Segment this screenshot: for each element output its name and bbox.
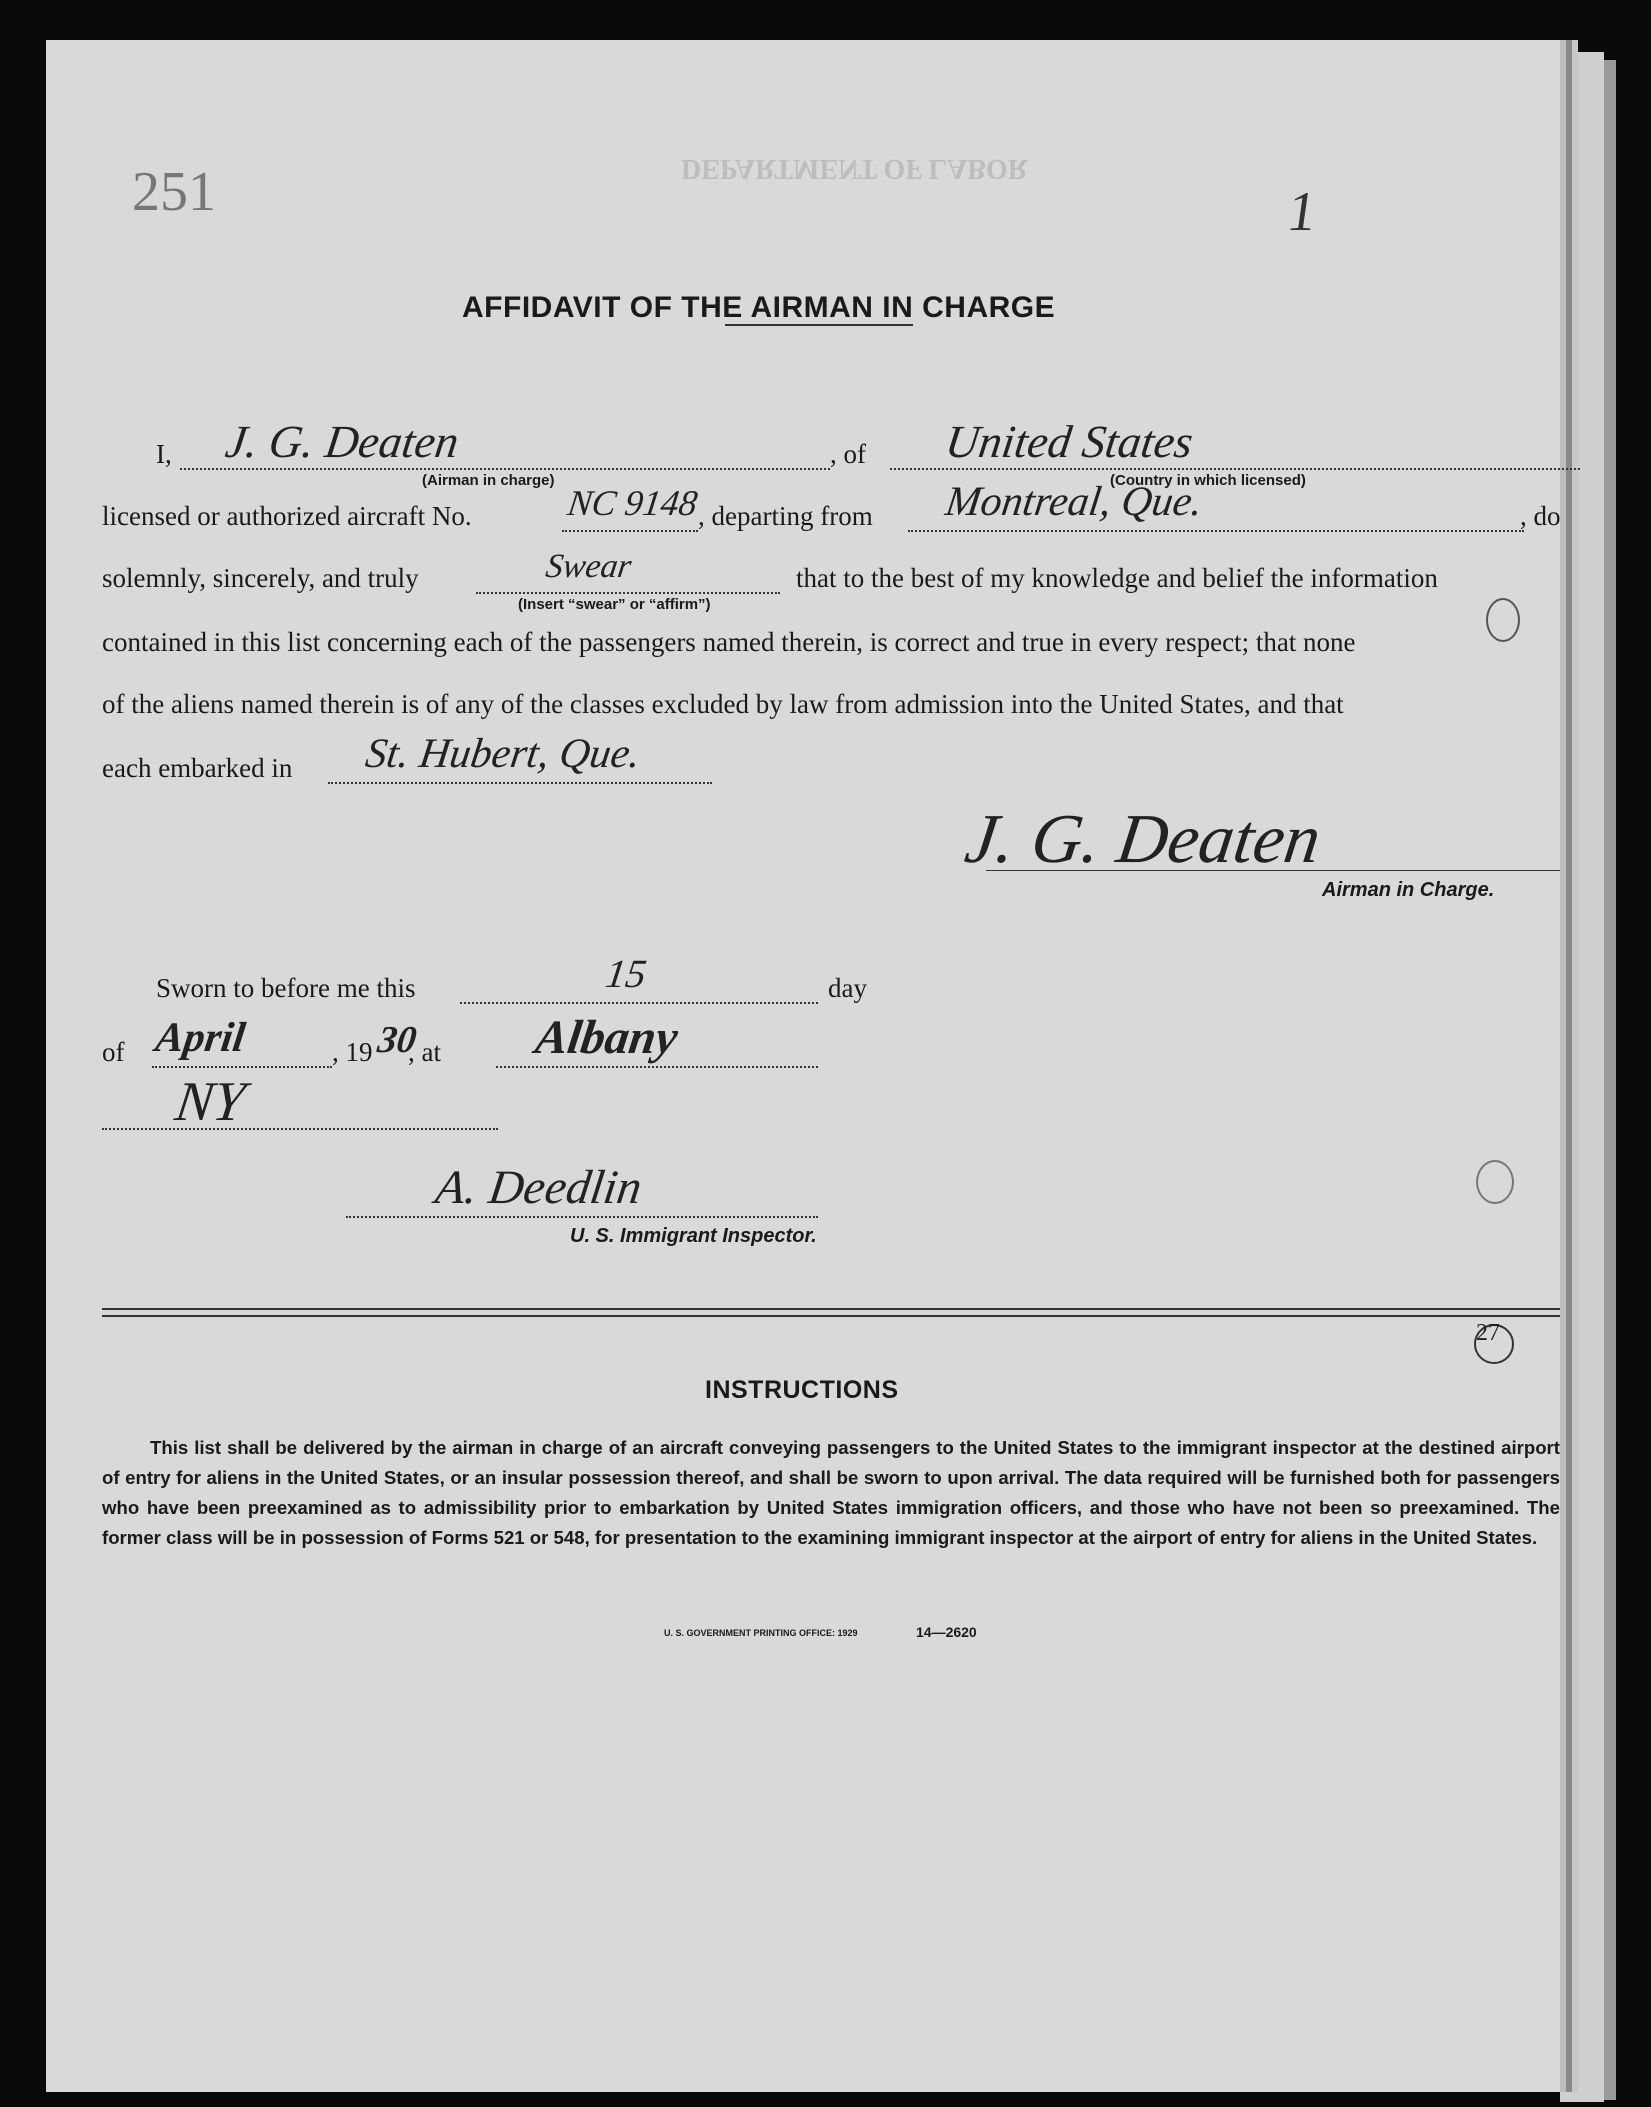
- sworn-prefix: Sworn to before me this: [156, 973, 416, 1003]
- sworn-day-field: [460, 1002, 818, 1004]
- airman-signature-line: [986, 870, 1560, 871]
- airman-name-handwriting: J. G. Deaten: [222, 416, 463, 467]
- corner-mark: 1: [1283, 181, 1321, 243]
- printer-line: U. S. GOVERNMENT PRINTING OFFICE: 1929: [664, 1628, 858, 1638]
- departing-field: [908, 530, 1524, 532]
- year-prefix: , 19: [332, 1037, 373, 1067]
- sworn-day-word: day: [828, 973, 867, 1003]
- airman-signature: J. G. Deaten: [960, 801, 1326, 878]
- airman-signature-caption: Airman in Charge.: [1322, 879, 1495, 901]
- sworn-of: of: [102, 1037, 125, 1067]
- airman-caption: (Airman in charge): [422, 472, 555, 489]
- aircraft-no-handwriting: NC 9148: [565, 483, 700, 523]
- line2-departing: , departing from: [698, 501, 873, 531]
- month-field: [152, 1066, 332, 1068]
- instructions-title: INSTRUCTIONS: [705, 1376, 899, 1404]
- stacked-pages-edge: [1560, 52, 1604, 2102]
- country-handwriting: United States: [942, 416, 1197, 467]
- bleed-through-text: DEPARTMENT OF LABOR: [681, 153, 1028, 184]
- place-second-line: [102, 1128, 498, 1130]
- separator-rule: [102, 1308, 1560, 1310]
- place-field: [496, 1066, 818, 1068]
- inspector-caption: U. S. Immigrant Inspector.: [570, 1225, 817, 1247]
- margin-circle-mark: [1476, 1160, 1514, 1204]
- place2-handwriting: NY: [171, 1071, 249, 1133]
- line2-prefix: licensed or authorized aircraft No.: [102, 501, 472, 531]
- title-underline: [725, 324, 913, 326]
- line5-text: of the aliens named therein is of any of the classes excluded by law from admission into the United States, and that: [102, 689, 1344, 719]
- document-title: AFFIDAVIT OF THE AIRMAN IN CHARGE: [462, 291, 1056, 324]
- line3-prefix: solemnly, sincerely, and truly: [102, 563, 419, 593]
- oath-field: [476, 592, 780, 594]
- oath-caption: (Insert “swear” or “affirm”): [518, 596, 711, 613]
- year-handwriting: 30: [375, 1019, 419, 1061]
- line4-text: contained in this list concerning each of the passengers named therein, is correct and true in every respect; that none: [102, 627, 1356, 657]
- form-number: 14—2620: [916, 1624, 977, 1640]
- instructions-text: This list shall be delivered by the airman in charge of an aircraft conveying passengers to the United States to the immigrant inspector at the destined airport of entry for aliens in the United States, or an insular possession thereof, and shall be sworn to upon arrival. The data required will be furnished both for passengers who have been preexamined as to admissibility prior to embarkation by United States immigration officers, and those who have not been so preexamined. The former class will be in possession of Forms 521 or 548, for presentation to the examining immigrant inspector at the airport of entry for aliens in the United States.: [102, 1437, 1560, 1548]
- aircraft-no-field: [562, 530, 698, 532]
- oath-handwriting: Swear: [543, 548, 634, 585]
- line1-prefix: I,: [156, 439, 172, 469]
- embarked-field: [328, 782, 712, 784]
- embarked-handwriting: St. Hubert, Que.: [362, 731, 644, 777]
- country-field: [890, 468, 1580, 470]
- margin-number: 251: [132, 161, 216, 223]
- note-circle: [1474, 1320, 1514, 1364]
- sworn-at: , at: [408, 1037, 441, 1067]
- inspector-signature: A. Deedlin: [432, 1161, 645, 1214]
- inspector-signature-line: [346, 1216, 818, 1218]
- month-handwriting: April: [152, 1015, 248, 1061]
- airman-name-field: [180, 468, 830, 470]
- note-circle-text: 27: [1476, 1320, 1500, 1346]
- affidavit-page: [46, 40, 1560, 2092]
- stacked-pages-shadow: [1604, 60, 1616, 2100]
- departing-handwriting: Montreal, Que.: [942, 479, 1206, 525]
- line3-suffix: that to the best of my knowledge and belief the information: [796, 563, 1438, 593]
- line6-prefix: each embarked in: [102, 753, 293, 783]
- line1-of: , of: [830, 439, 866, 469]
- separator-rule: [102, 1315, 1560, 1317]
- margin-circle-mark: [1486, 598, 1520, 642]
- country-caption: (Country in which licensed): [1110, 472, 1306, 489]
- place-handwriting: Albany: [532, 1011, 682, 1064]
- sworn-day-handwriting: 15: [602, 951, 650, 996]
- line2-suffix: , do: [1520, 501, 1561, 531]
